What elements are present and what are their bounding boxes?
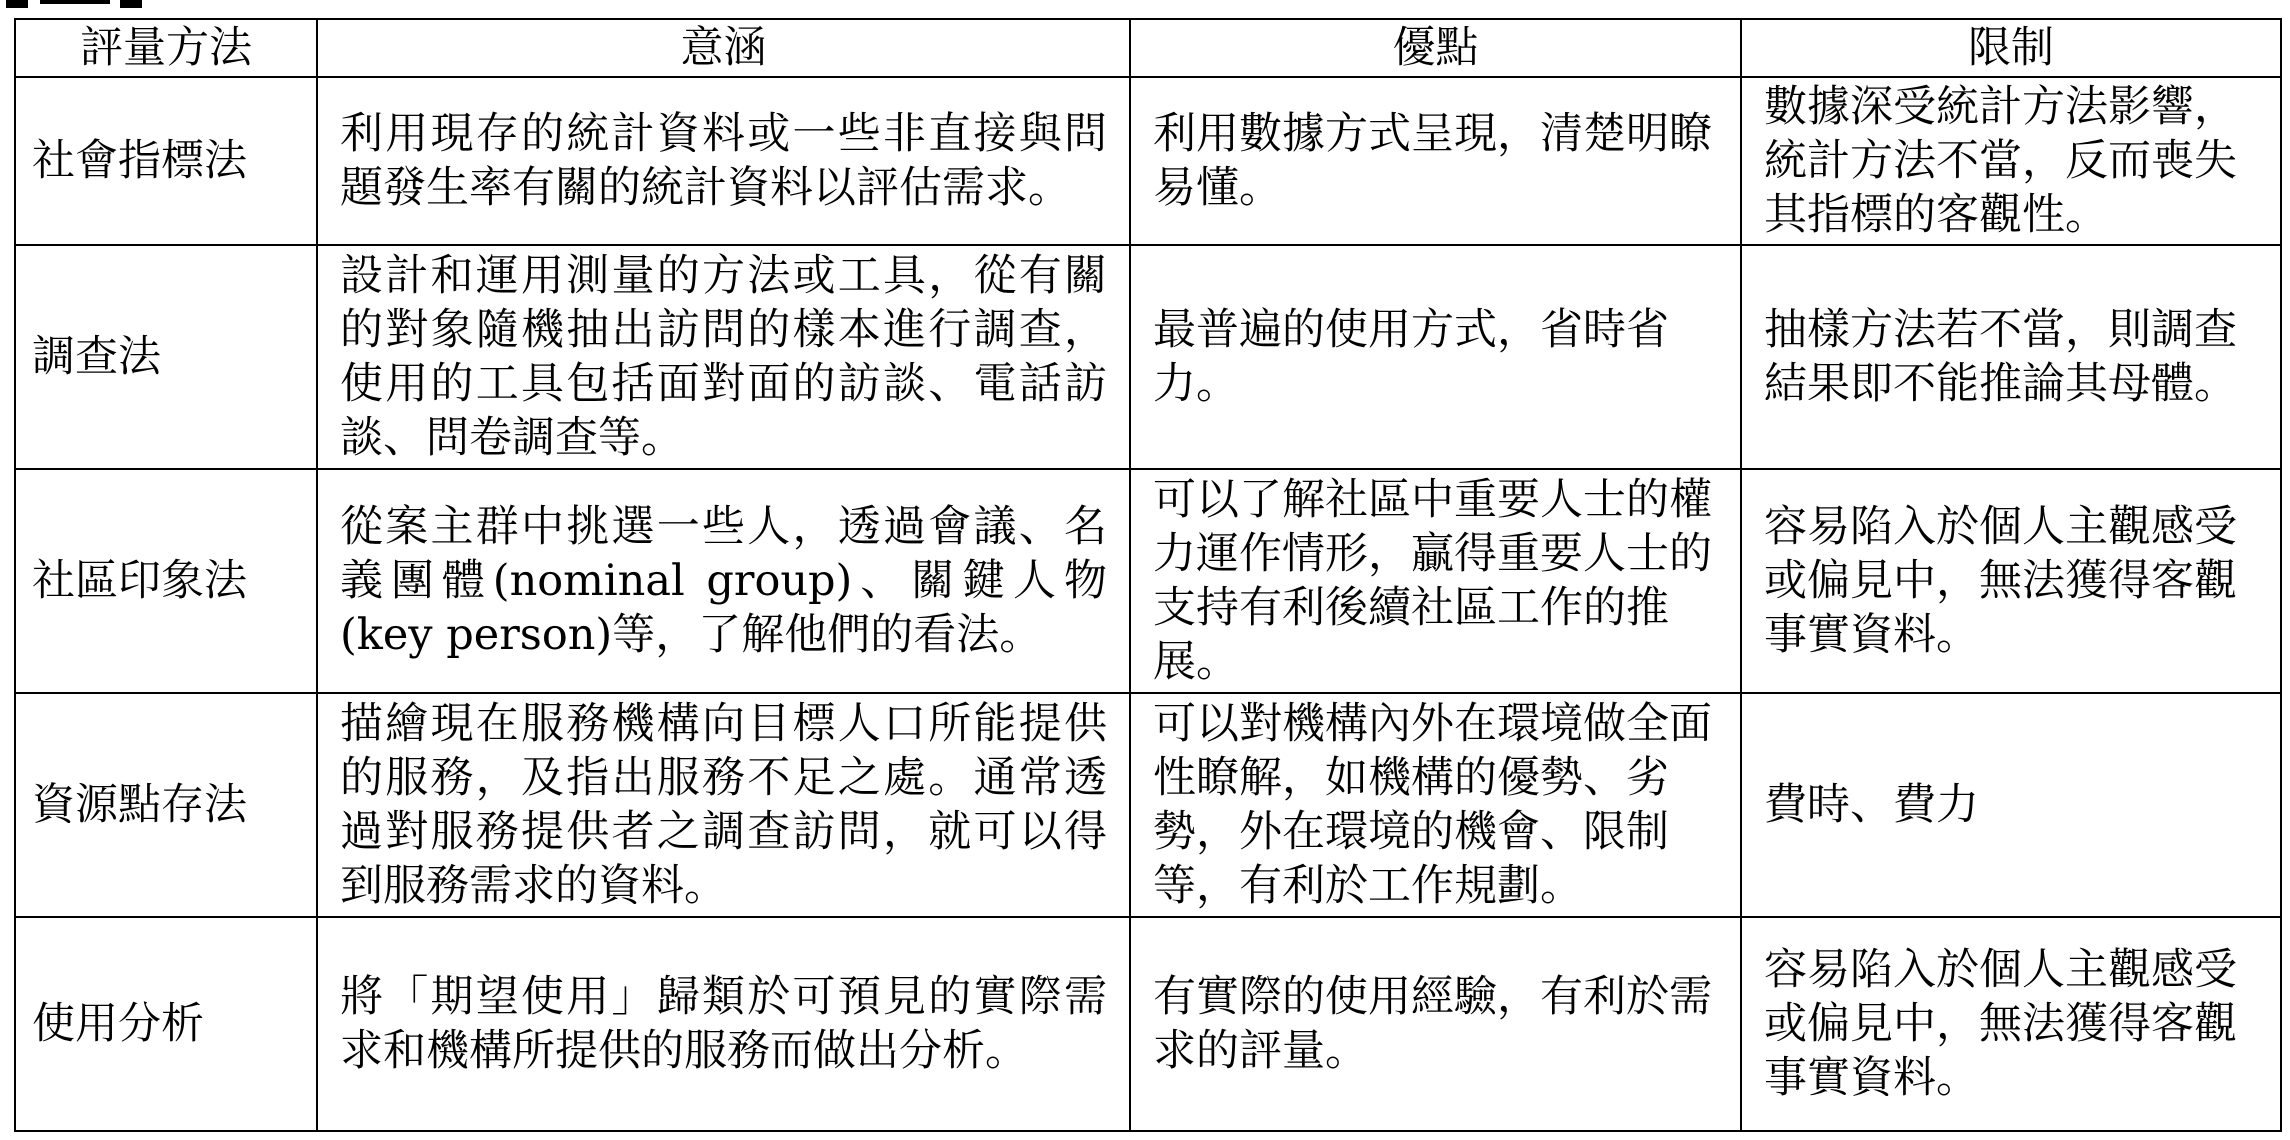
- limit-cell: 抽樣方法若不當，則調查結果即不能推論其母體。: [1741, 245, 2281, 469]
- meaning-cell: 將「期望使用」歸類於可預見的實際需求和機構所提供的服務而做出分析。: [317, 917, 1130, 1131]
- header-limit: 限制: [1741, 19, 2281, 77]
- header-method: 評量方法: [15, 19, 317, 77]
- method-cell: 使用分析: [15, 917, 317, 1131]
- table-row: [15, 469, 2281, 693]
- table-row: [15, 917, 2281, 1131]
- header-meaning: 意涵: [317, 19, 1130, 77]
- merit-cell: 有實際的使用經驗，有利於需求的評量。: [1130, 917, 1741, 1131]
- limit-cell: 容易陷入於個人主觀感受或偏見中，無法獲得客觀事實資料。: [1741, 469, 2281, 693]
- table-header-row: [15, 19, 2281, 77]
- meaning-cell: 描繪現在服務機構向目標人口所能提供的服務，及指出服務不足之處。通常透過對服務提供者之調查訪問，就可以得到服務需求的資料。: [317, 693, 1130, 917]
- limit-cell: 費時、費力: [1741, 693, 2281, 917]
- meaning-cell: 設計和運用測量的方法或工具，從有關的對象隨機抽出訪問的樣本進行調查，使用的工具包括面對面的訪談、電話訪談、問卷調查等。: [317, 245, 1130, 469]
- merit-cell: 可以了解社區中重要人士的權力運作情形，贏得重要人士的支持有利後續社區工作的推展。: [1130, 469, 1741, 693]
- merit-cell: 利用數據方式呈現，清楚明瞭易懂。: [1130, 77, 1741, 245]
- header-merit: 優點: [1130, 19, 1741, 77]
- limit-cell: 數據深受統計方法影響，統計方法不當，反而喪失其指標的客觀性。: [1741, 77, 2281, 245]
- limit-cell: 容易陷入於個人主觀感受或偏見中，無法獲得客觀事實資料。: [1741, 917, 2281, 1131]
- needs-assessment-table: [14, 18, 2282, 1132]
- merit-cell: 可以對機構內外在環境做全面性瞭解，如機構的優勢、劣勢，外在環境的機會、限制等，有利於工作規劃。: [1130, 693, 1741, 917]
- section-heading-fragment: [0, 0, 150, 12]
- method-cell: 社區印象法: [15, 469, 317, 693]
- method-cell: 資源點存法: [15, 693, 317, 917]
- meaning-cell: 從案主群中挑選一些人，透過會議、名義團體(nominal group)、關鍵人物(key person)等，了解他們的看法。: [317, 469, 1130, 693]
- method-cell: 社會指標法: [15, 77, 317, 245]
- table-row: [15, 77, 2281, 245]
- meaning-cell: 利用現存的統計資料或一些非直接與問題發生率有關的統計資料以評估需求。: [317, 77, 1130, 245]
- table-row: [15, 245, 2281, 469]
- table-row: [15, 693, 2281, 917]
- method-cell: 調查法: [15, 245, 317, 469]
- merit-cell: 最普遍的使用方式，省時省力。: [1130, 245, 1741, 469]
